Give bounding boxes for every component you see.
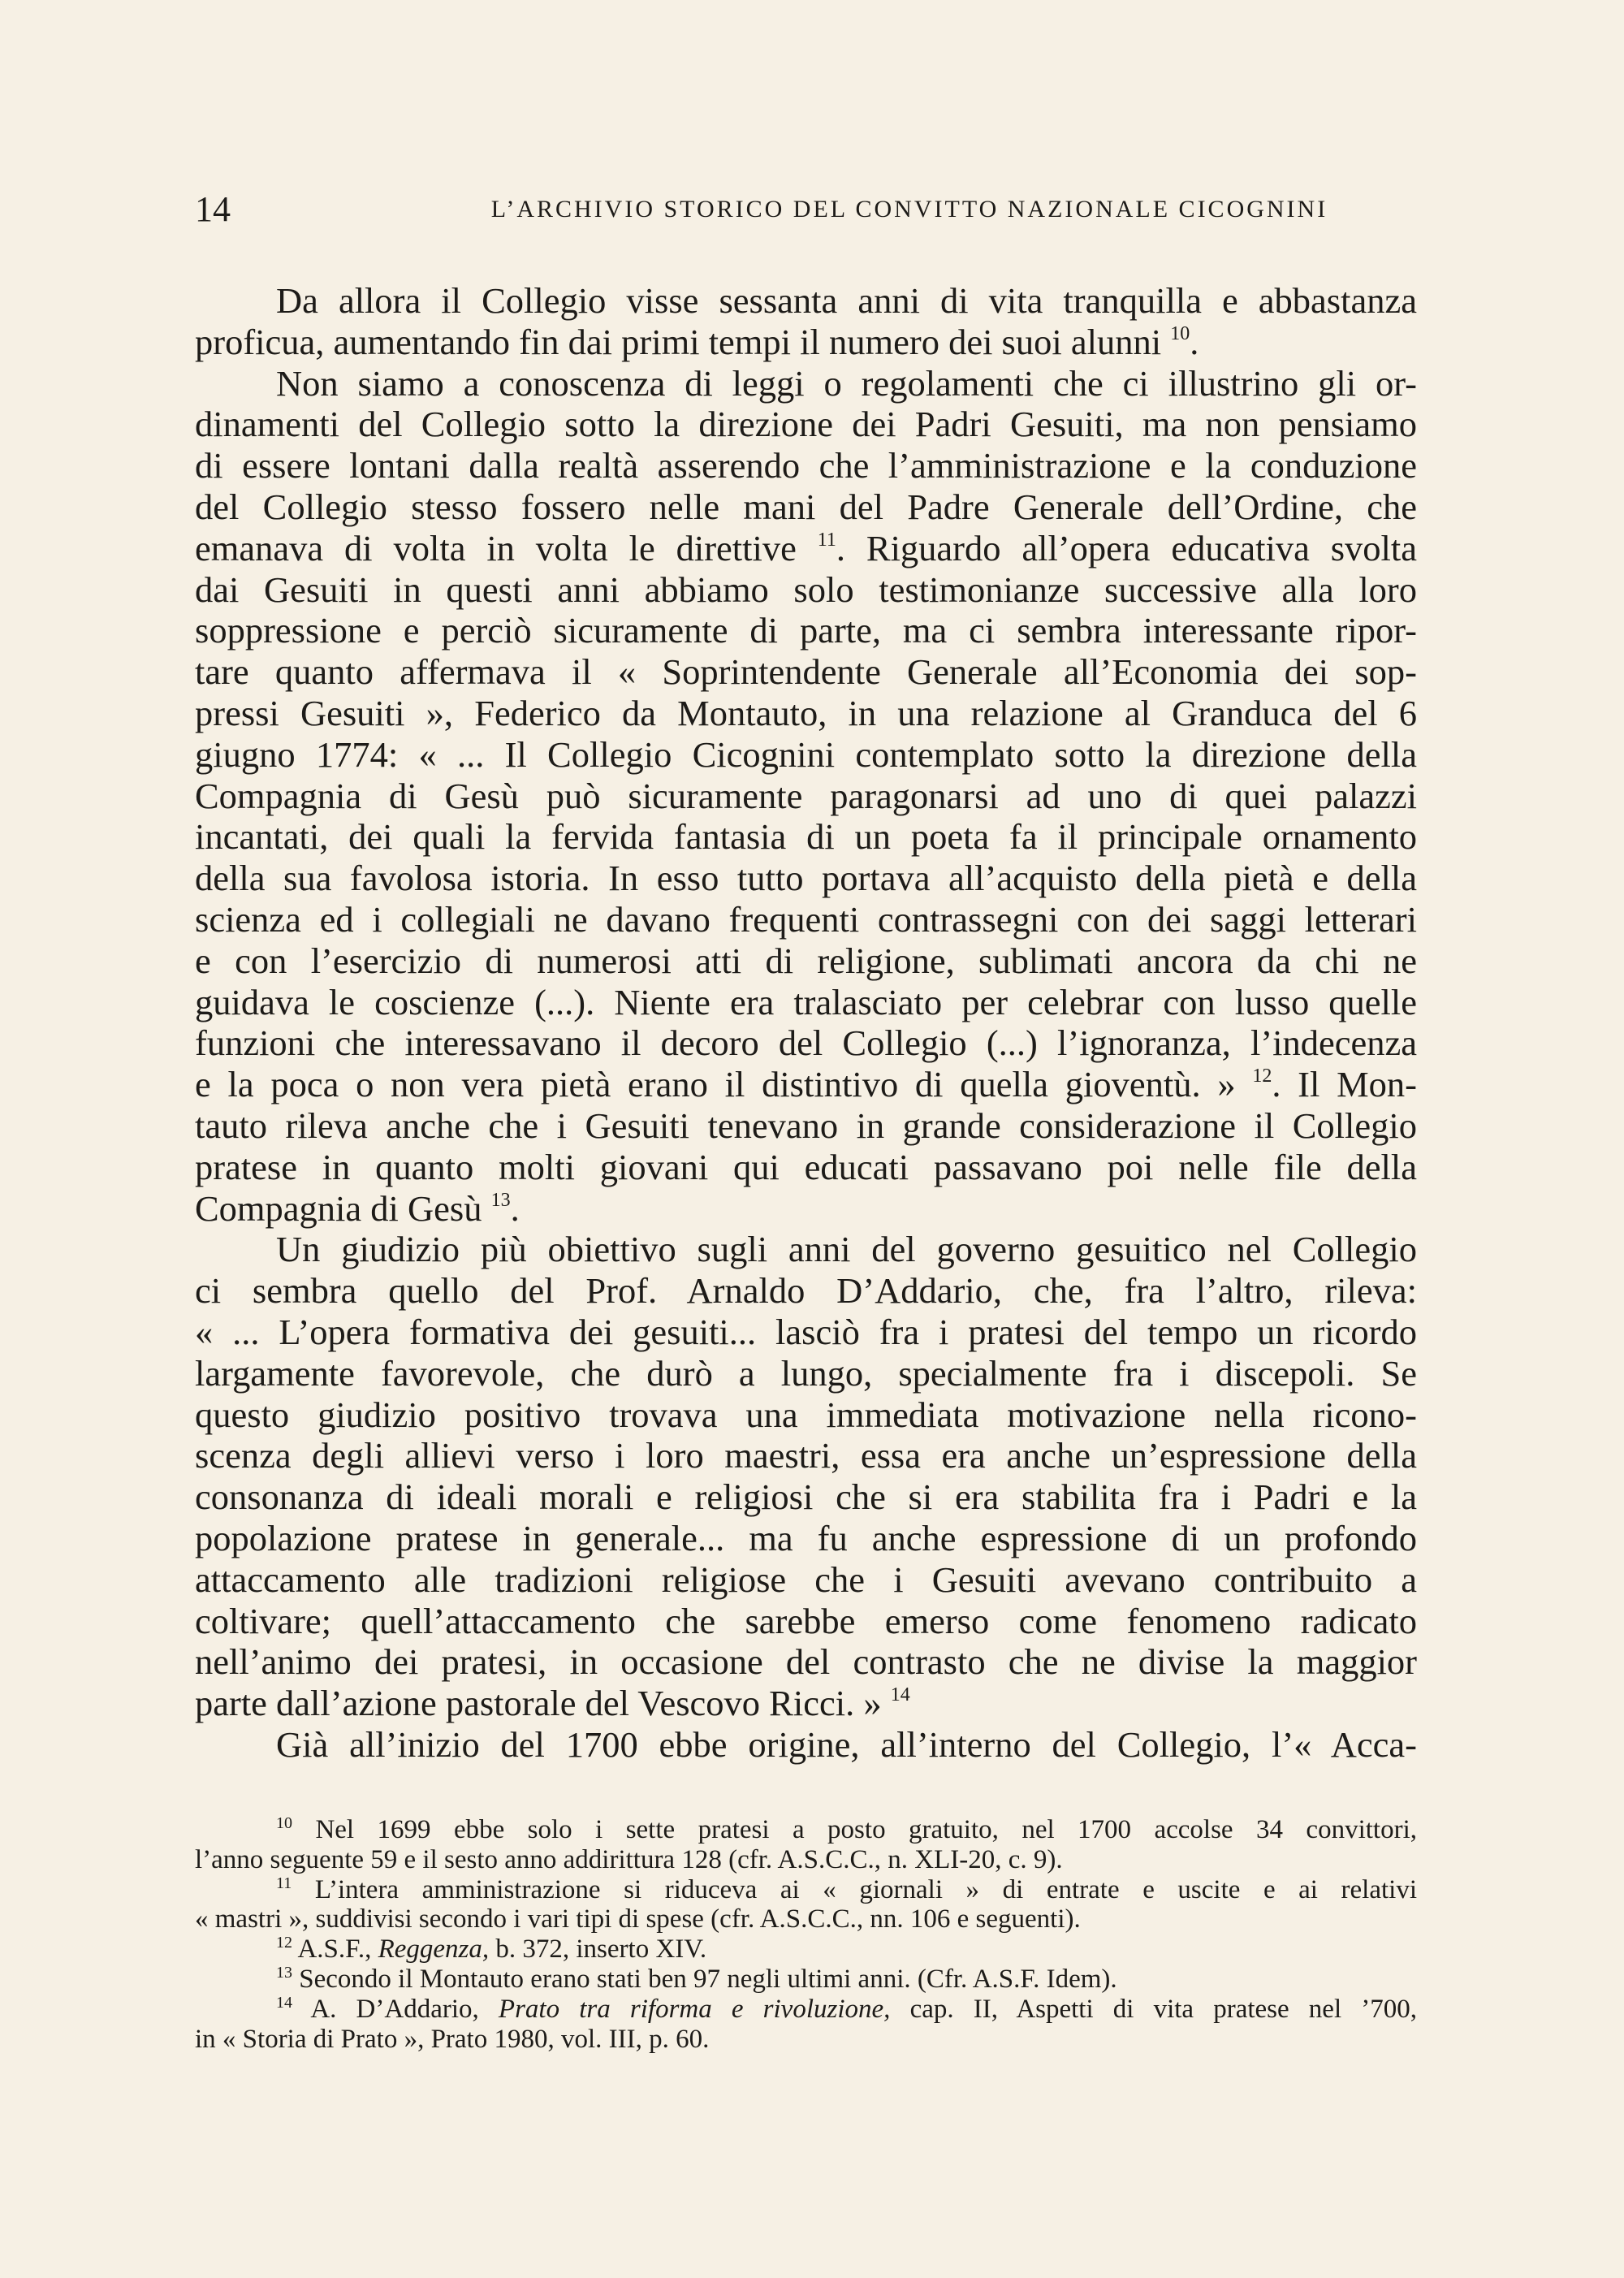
text-line: guidava le coscienze (...). Niente era tralasciato per celebrar con lusso quelle (195, 981, 1417, 1022)
text-line: della sua favolosa istoria. In esso tutto portava all’acquisto della pietà e della (195, 858, 1417, 899)
text-line: parte dall’azione pastorale del Vescovo Ricci. » $^{14}$ (195, 1683, 910, 1724)
text-line: emanava di volta in volta le direttive $^{11}$. Riguardo all’opera educativa svolta (195, 527, 1417, 568)
footnote-ref: 14 (890, 1684, 910, 1706)
text-line: popolazione pratese in generale... ma fu anche espressione di un profondo (195, 1517, 1417, 1558)
text-line: pratese in quanto molti giovani qui educati passavano poi nelle file della (195, 1146, 1417, 1187)
text-line: e la poca o non vera pietà erano il distintivo di quella gioventù. » $^{12}$. Il Mon- (195, 1064, 1417, 1105)
text-line: Un giudizio più obiettivo sugli anni del governo gesuitico nel Collegio (276, 1229, 1417, 1270)
text-line: « ... L’opera formativa dei gesuiti... lasciò fra i pratesi del tempo un ricordo (195, 1311, 1417, 1352)
text-line: incantati, dei quali la fervida fantasia di un poeta fa il principale ornamento (195, 816, 1417, 858)
text-line: Compagnia di Gesù può sicuramente paragonarsi ad uno di quei palazzi (195, 775, 1417, 816)
text-line: tauto rileva anche che i Gesuiti tenevano in grande considerazione il Collegio (195, 1104, 1417, 1146)
text-line: e con l’esercizio di numerosi atti di religione, sublimati ancora da chi ne (195, 940, 1417, 981)
footnote-ref: 10 (1170, 322, 1190, 344)
footnote-ref: 11 (817, 529, 836, 551)
text-line: attaccamento alle tradizioni religiose che i Gesuiti avevano contribuito a (195, 1558, 1417, 1600)
text-line: Da allora il Collegio visse sessanta anni di vita tranquilla e abbastanza (276, 280, 1417, 321)
text-line: pressi Gesuiti », Federico da Montauto, in una relazione al Granduca del 6 (195, 692, 1417, 733)
text-line: funzioni che interessavano il decoro del Collegio (...) l’ignoranza, l’indecenza (195, 1022, 1417, 1064)
body-text (195, 280, 1417, 1766)
text-line: ci sembra quello del Prof. Arnaldo D’Addario, che, fra l’altro, rileva: (195, 1270, 1417, 1312)
footnote-ref: 12 (1252, 1066, 1272, 1087)
text-line: dinamenti del Collegio sotto la direzione dei Padri Gesuiti, ma non pensiamo (195, 404, 1417, 445)
text-line: coltivare; quell’attaccamento che sarebbe emerso come fenomeno radicato (195, 1600, 1417, 1641)
text-line: dai Gesuiti in questi anni abbiamo solo testimonianze successive alla loro (195, 568, 1417, 610)
text-line: giugno 1774: « ... Il Collegio Cicognini contemplato sotto la direzione della (195, 733, 1417, 775)
text-line: largamente favorevole, che durò a lungo, specialmente fra i discepoli. Se (195, 1352, 1417, 1394)
text-line: Non siamo a conoscenza di leggi o regolamenti che ci illustrino gli or- (276, 362, 1417, 404)
text-line: consonanza di ideali morali e religiosi che si era stabilita fra i Padri e la (195, 1476, 1417, 1518)
text-line: questo giudizio positivo trovava una immediata motivazione nella ricono- (195, 1394, 1417, 1435)
footnote-11: $^{11}$ L’intera amministrazione si riduceva ai « giornali » di entrate e uscite e ai relativi (276, 1874, 1418, 1904)
text-line: proficua, aumentando fin dai primi tempi il numero dei suoi alunni $^{10}$. (195, 321, 1199, 362)
text-line: del Collegio stesso fossero nelle mani del Padre Generale dell’Ordine, che (195, 486, 1417, 527)
footnote-14-cont: in « Storia di Prato », Prato 1980, vol. III, p. 60. (195, 2024, 710, 2054)
text-line: Già all’inizio del 1700 ebbe origine, all’interno del Collegio, l’« Acca- (276, 1723, 1417, 1765)
text-line: soppressione e perciò sicuramente di parte, ma ci sembra interessante ripor- (195, 610, 1417, 651)
text-line: scienza ed i collegiali ne davano frequenti contrassegni con dei saggi letterari (195, 898, 1417, 940)
page-number: 14 (195, 189, 231, 229)
footnote-11-cont: « mastri », suddivisi secondo i vari tipi di spese (cfr. A.S.C.C., nn. 106 e seguenti). (195, 1904, 1081, 1934)
text-line: nell’animo dei pratesi, in occasione del contrasto che ne divise la maggior (195, 1641, 1417, 1683)
text-line: tare quanto affermava il « Soprintendente Generale all’Economia dei sop- (195, 651, 1417, 693)
page-header (195, 185, 1421, 234)
footnote-ref: 13 (490, 1189, 511, 1211)
text-line: di essere lontani dalla realtà asserendo che l’amministrazione e la conduzione (195, 445, 1417, 486)
footnote-13: $^{13}$ Secondo il Montauto erano stati ben 97 negli ultimi anni. (Cfr. A.S.F. Idem). (276, 1963, 1117, 1994)
running-title: L’ARCHIVIO STORICO DEL CONVITTO NAZIONALE CICOGNINI (490, 196, 1328, 223)
footnote-10-cont: l’anno seguente 59 e il sesto anno addirittura 128 (cfr. A.S.C.C., n. XLI-20, c. 9). (195, 1844, 1063, 1874)
footnote-12: $^{12}$ A.S.F., Reggenza, b. 372, inserto XIV. (276, 1934, 707, 1965)
footnote-14: $^{14}$ A. D’Addario, Prato tra riforma e rivoluzione, cap. II, Aspetti di vita pratese nel ’700, (276, 1993, 1418, 2024)
footnotes (195, 1815, 1417, 2054)
text-line: scenza degli allievi verso i loro maestri, essa era anche un’espressione della (195, 1435, 1417, 1476)
text-line: Compagnia di Gesù $^{13}$. (195, 1187, 520, 1229)
footnote-10: $^{10}$ Nel 1699 ebbe solo i sette pratesi a posto gratuito, nel 1700 accolse 34 convittori, (276, 1814, 1417, 1844)
